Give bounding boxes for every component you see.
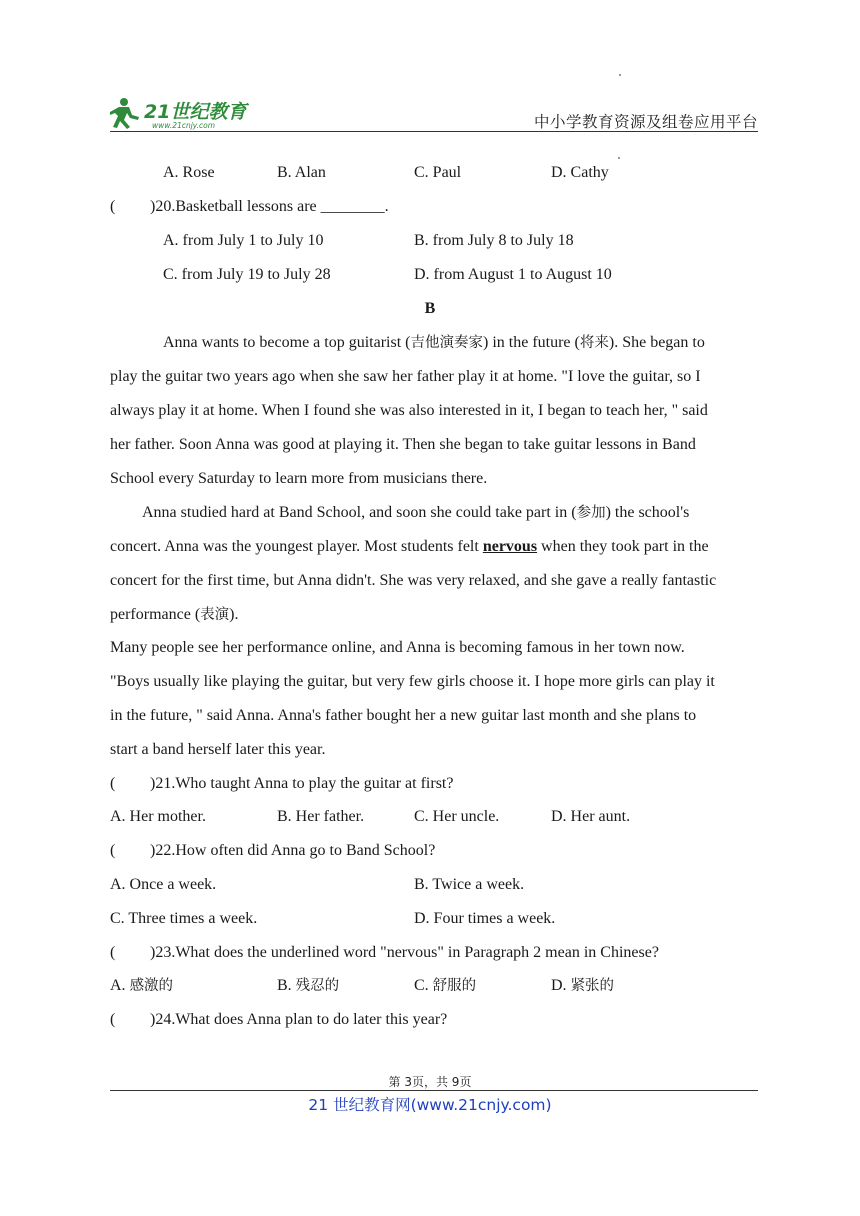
passage-line: start a band herself later this year. [110,741,326,758]
passage-line: "Boys usually like playing the guitar, but very few girls choose it. I hope more girls can play it [110,673,715,690]
passage-line: School every Saturday to learn more from musicians there. [110,470,488,487]
passage-line [110,605,239,625]
q20-option-a: A. from July 1 to July 10 [163,232,324,249]
passage-text: ). She began to [608,334,705,351]
option-letter: C. [414,977,433,994]
section-b-heading: B [424,300,436,317]
q21-option-d: D. Her aunt. [551,808,631,825]
q23-option-c [414,976,476,996]
logo-text: 21世纪教育 [144,101,247,123]
passage-cn-gloss: 吉他演奏家 [410,335,483,351]
q22-option-d: D. Four times a week. [414,910,556,927]
q23-option-b [277,976,339,996]
passage-text: when they took part in the [537,538,709,555]
passage-text: performance ( [110,606,201,623]
q20-paren: ( [110,198,116,215]
passage-text: ). [229,606,239,623]
passage-line: in the future, " said Anna. Anna's father bought her a new guitar last month and she plans to [110,707,697,724]
passage-text: ) the school's [605,504,690,521]
runner-logo-icon [110,96,250,130]
passage-text: concert. Anna was the youngest player. Most students felt [110,538,483,555]
passage-line: play the guitar two years ago when she saw her father play it at home. "I love the guitar, so I [110,368,701,385]
q24-paren: ( [110,1011,116,1028]
option-text: 感激的 [129,978,174,994]
footer-rule [110,1090,758,1091]
option-text: 残忍的 [295,978,340,994]
q19-option-c: C. Paul [414,164,462,181]
q20-question: )20.Basketball lessons are ________. [150,198,389,215]
footer-site-link[interactable]: 21 世纪教育网(www.21cnjy.com) [308,1096,552,1114]
q23-option-d [551,976,614,996]
q21-option-c: C. Her uncle. [414,808,500,825]
q20-option-c: C. from July 19 to July 28 [163,266,331,283]
q23-option-a [110,976,173,996]
q23-paren: ( [110,944,116,961]
q22-option-a: A. Once a week. [110,876,217,893]
q21-option-b: B. Her father. [277,808,365,825]
decorative-dot [618,157,620,159]
passage-cn-gloss: 表演 [200,607,230,623]
passage-line: her father. Soon Anna was good at playing it. Then she began to take guitar lessons in Band [110,436,696,453]
q22-option-b: B. Twice a week. [414,876,525,893]
decorative-dot [619,74,621,76]
q21-paren: ( [110,775,116,792]
q20-option-b: B. from July 8 to July 18 [414,232,574,249]
option-text: 紧张的 [570,978,615,994]
passage-line: concert for the first time, but Anna didn't. She was very relaxed, and she gave a really fantastic [110,572,717,589]
passage-line [163,333,705,353]
q22-option-c: C. Three times a week. [110,910,258,927]
q19-option-b: B. Alan [277,164,326,181]
option-letter: B. [277,977,296,994]
passage-text: Anna studied hard at Band School, and soon she could take part in ( [142,504,577,521]
passage-line: Many people see her performance online, and Anna is becoming famous in her town now. [110,639,685,656]
q21-option-a: A. Her mother. [110,808,206,825]
q23-question: )23.What does the underlined word "nervous" in Paragraph 2 mean in Chinese? [150,944,659,961]
passage-line: always play it at home. When I found she was also interested in it, I began to teach her, " said [110,402,708,419]
q19-option-a: A. Rose [163,164,215,181]
passage-text: ) in the future ( [483,334,580,351]
page-number: 第 3页，共 9页 [388,1075,472,1089]
q21-question: )21.Who taught Anna to play the guitar at first? [150,775,454,792]
q20-option-d: D. from August 1 to August 10 [414,266,612,283]
option-letter: A. [110,977,130,994]
page-header [110,92,758,134]
option-letter: D. [551,977,571,994]
option-text: 舒服的 [432,978,477,994]
q19-option-d: D. Cathy [551,164,609,181]
q22-question: )22.How often did Anna go to Band School? [150,842,436,859]
logo-url: www.21cnjy.com [152,121,216,130]
underlined-word: nervous [482,538,538,555]
passage-cn-gloss: 将来 [579,335,609,351]
q24-question: )24.What does Anna plan to do later this year? [150,1011,448,1028]
platform-title: 中小学教育资源及组卷应用平台 [533,113,758,131]
passage-line [142,503,689,523]
q22-paren: ( [110,842,116,859]
passage-text: Anna wants to become a top guitarist ( [163,334,411,351]
header-rule [110,131,758,132]
passage-cn-gloss: 参加 [576,505,606,521]
passage-line [110,537,709,557]
